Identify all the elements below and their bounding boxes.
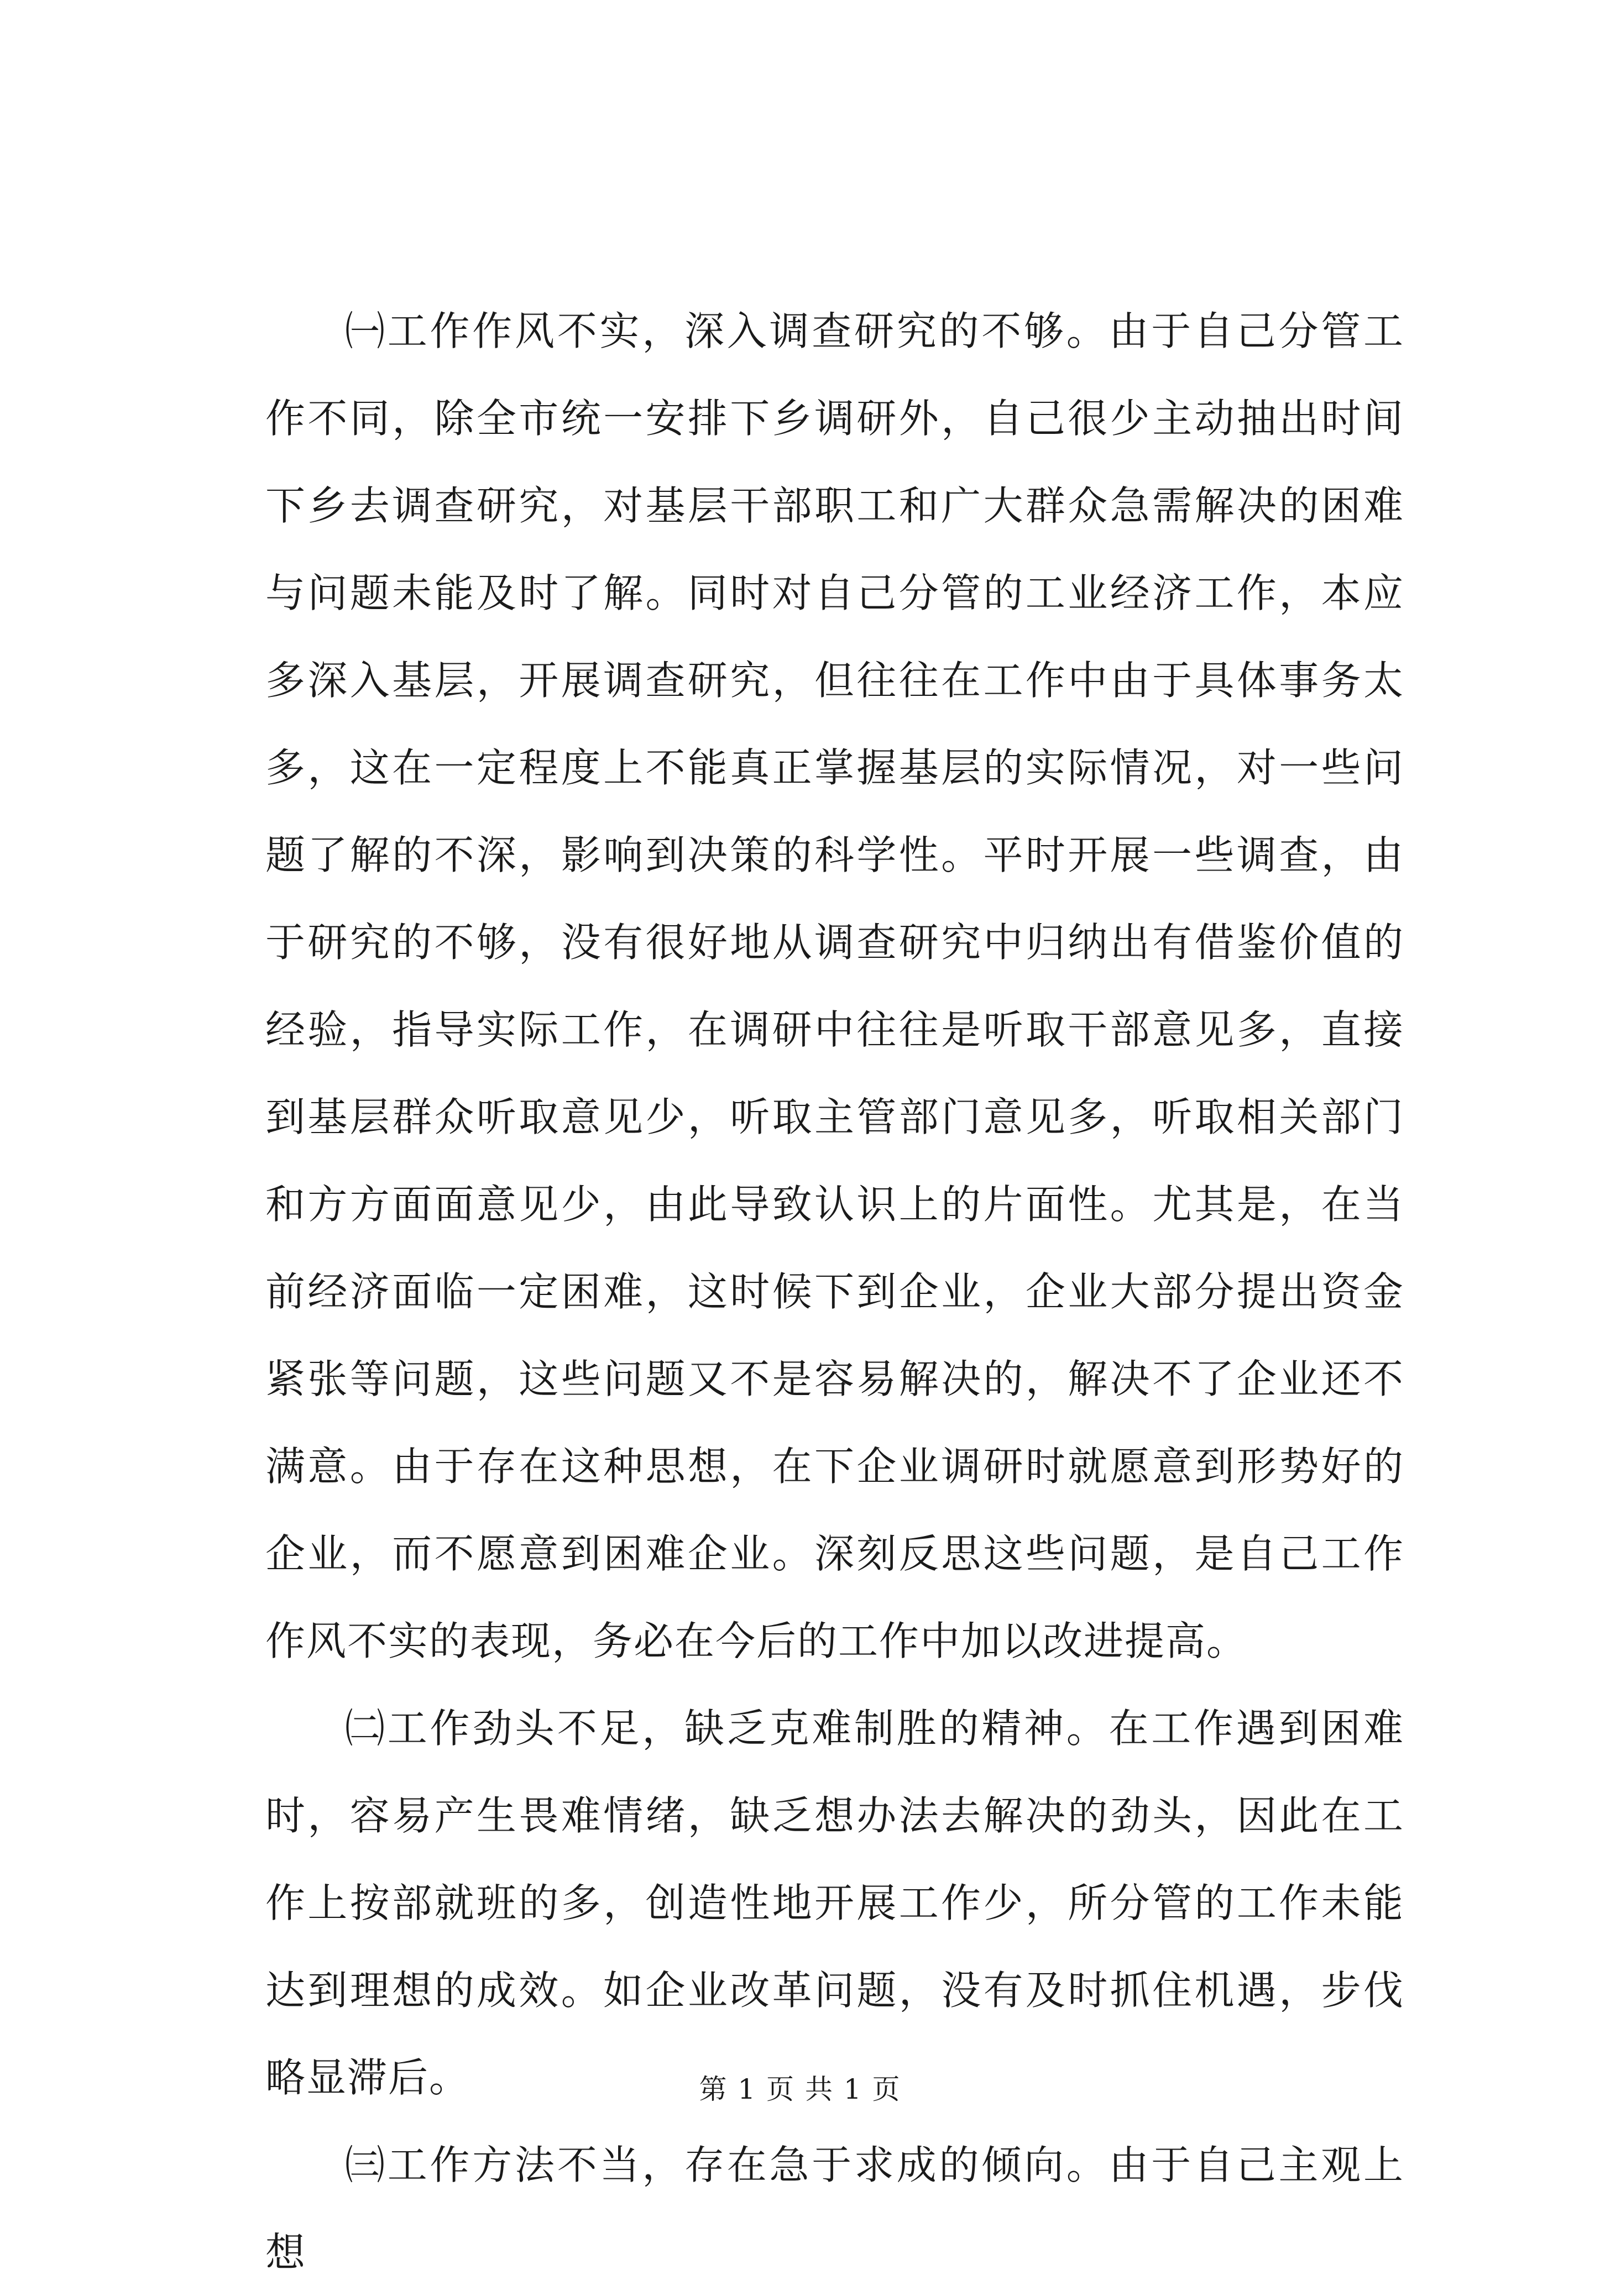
paragraph-2: ㈡工作劲头不足，缺乏克难制胜的精神。在工作遇到困难时，容易产生畏难情绪，缺乏想办法去解决的劲头，因此在工作上按部就班的多，创造性地开展工作少，所分管的工作未能达到理想的成效。如企业改革问题，没有及时抓住机遇，步伐略显滞后。 xyxy=(265,1705,1404,2101)
paragraph-3: ㈢工作方法不当，存在急于求成的倾向。由于自己主观上想 xyxy=(265,2142,1404,2276)
page-footer: 第 1 页 共 1 页 xyxy=(699,2073,901,2105)
paragraph-1: ㈠工作作风不实，深入调查研究的不够。由于自己分管工作不同，除全市统一安排下乡调研外，自己很少主动抽出时间下乡去调查研究，对基层干部职工和广大群众急需解决的困难与问题未能及时了解。同时对自己分管的工业经济工作，本应多深入基层，开展调查研究，但往往在工作中由于具体事务太多，这在一定程度上不能真正掌握基层的实际情况，对一些问题了解的不深，影响到决策的科学性。平时开展一些调查，由于研究的不够，没有很好地从调查研究中归纳出有借鉴价值的经验，指导实际工作，在调研中往往是听取干部意见多，直接到基层群众听取意见少，听取主管部门意见多，听取相关部门和方方面面意见少，由此导致认识上的片面性。尤其是，在当前经济面临一定困难，这时候下到企业，企业大部分提出资金紧张等问题，这些问题又不是容易解决的，解决不了企业还不满意。由于存在这种思想，在下企业调研时就愿意到形势好的企业，而不愿意到困难企业。深刻反思这些问题，是自己工作作风不实的表现，务必在今后的工作中加以改进提高。 xyxy=(265,308,1404,1664)
document-body xyxy=(265,287,1404,2296)
